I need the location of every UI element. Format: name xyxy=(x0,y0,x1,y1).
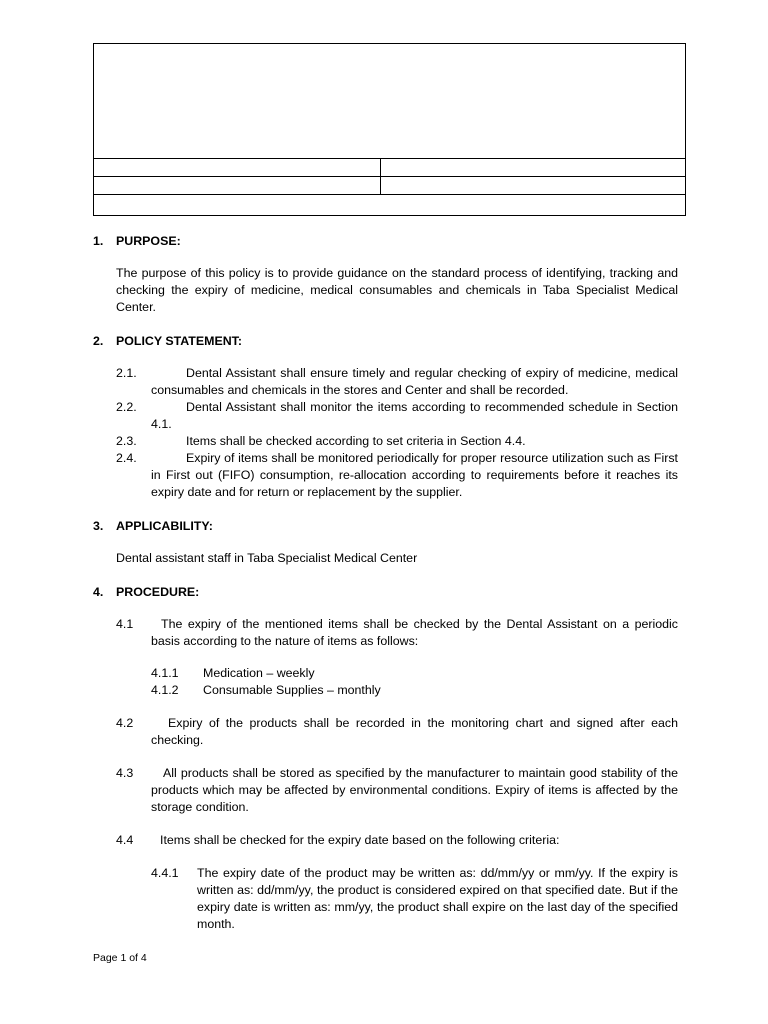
policy-item: 2.2. Dental Assistant shall monitor the items according to recommended schedule in Section 4.1. xyxy=(116,400,678,431)
header-column-divider xyxy=(380,158,381,194)
page-number: Page 1 of 4 xyxy=(93,952,147,964)
header-row-divider-1 xyxy=(94,158,685,159)
procedure-item-4-1: 4.1 The expiry of the mentioned items shall be checked by the Dental Assistant on a periodic basis according to the nature of items as follows: xyxy=(116,617,678,648)
procedure-item-4-3: 4.3 All products shall be stored as specified by the manufacturer to maintain good stability of the products which may be affected by environmental conditions. Expiry of items is affected by the storage condition. xyxy=(116,766,678,814)
document-body xyxy=(93,233,678,933)
procedure-item-4-4: 4.4 Items shall be checked for the expiry date based on the following criteria: xyxy=(116,833,560,847)
applicability-text: Dental assistant staff in Taba Specialist Medical Center xyxy=(116,551,418,565)
policy-item: 2.1. Dental Assistant shall ensure timely and regular checking of expiry of medicine, medical consumables and chemicals in the stores and Center and shall be recorded. xyxy=(116,366,678,397)
policy-item: 2.3. Items shall be checked according to set criteria in Section 4.4. xyxy=(116,434,526,448)
section-heading-policy-statement: 2. POLICY STATEMENT: xyxy=(93,334,242,348)
header-row-divider-2 xyxy=(94,176,685,177)
purpose-text: The purpose of this policy is to provide guidance on the standard process of identifying, tracking and checking the expiry of medicine, medical consumables and chemicals in Taba Specialist Medical Center. xyxy=(116,266,678,314)
procedure-subitem-4-4-1: 4.4.1 The expiry date of the product may be written as: dd/mm/yy or mm/yy. If the expiry is written as: dd/mm/yy, the product is considered expired on that specified date. But if the expiry date is written as: mm/yy, the product shall expire on the last day of the specified month. xyxy=(151,866,678,931)
procedure-subitem-4-1-2: 4.1.2 Consumable Supplies – monthly xyxy=(151,683,381,697)
section-heading-applicability: 3. APPLICABILITY: xyxy=(93,519,213,533)
header-row-divider-3 xyxy=(94,194,685,195)
procedure-subitem-4-1-1: 4.1.1 Medication – weekly xyxy=(151,666,315,680)
document-header-table xyxy=(93,43,686,216)
section-heading-procedure: 4. PROCEDURE: xyxy=(93,585,200,599)
section-heading-purpose: 1. PURPOSE: xyxy=(93,234,181,248)
policy-item: 2.4. Expiry of items shall be monitored periodically for proper resource utilization such as First in First out (FIFO) consumption, re-allocation according to requirements before it reaches its expiry date and for return or replacement by the supplier. xyxy=(116,451,678,499)
procedure-item-4-2: 4.2 Expiry of the products shall be recorded in the monitoring chart and signed after each checking. xyxy=(116,716,678,747)
